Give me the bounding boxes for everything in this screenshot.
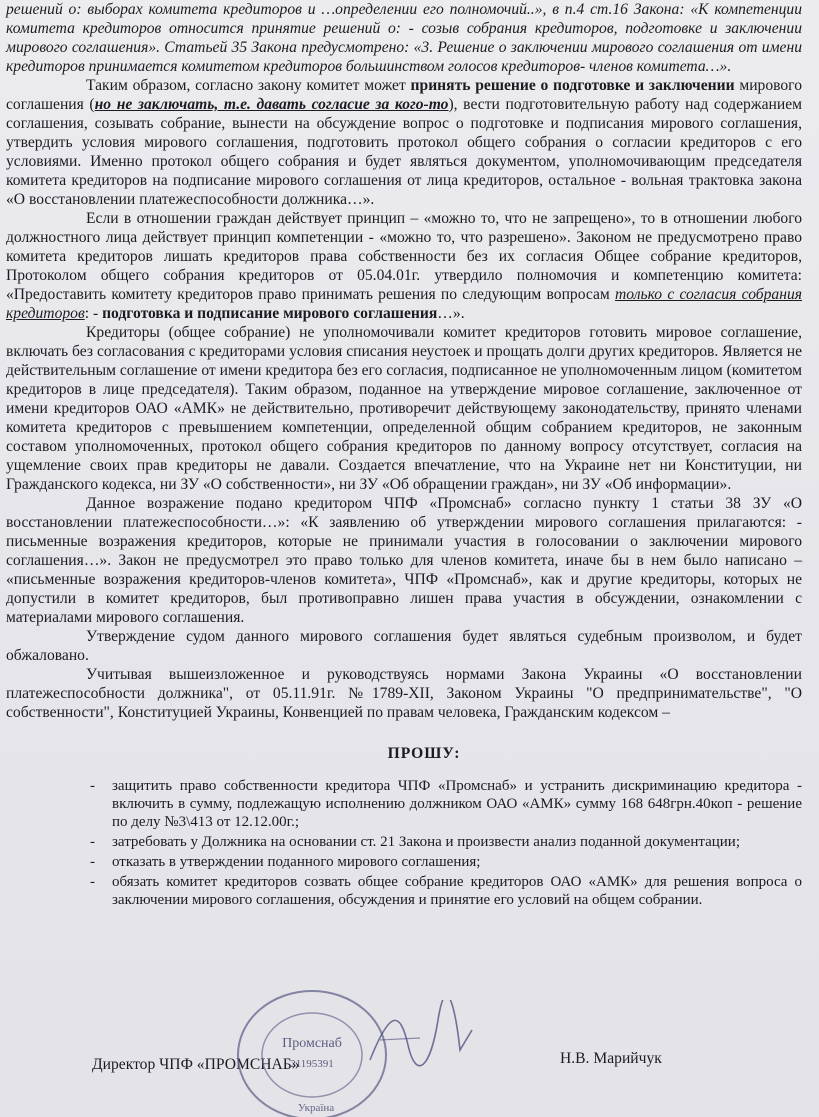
stamp-text: Промснаб bbox=[282, 1036, 342, 1051]
director-title: Директор ЧПФ «ПРОМСНАБ» bbox=[92, 1056, 300, 1073]
text-span: ), вести подготовительную работу над содержанием соглашения, созывать собрание, вынести на обсуждение вопрос о подготовке и подписания мирового соглашения, утвердить условия мирового соглашения, подготовить протокол общего собрания о согласии кредиторов с его условиями. Именно протокол общего собрания и будет являться документом, уполномочивающим председателя комитета кредиторов на подписание мирового соглашения от лица кредиторов, остальное - вольная трактовка закона «О восстановлении платежеспособности должника…». bbox=[6, 96, 802, 208]
stamp-code: 21195391 bbox=[290, 1058, 334, 1070]
text-span: мирового соглашения ( bbox=[6, 77, 802, 113]
paragraph-5: Утверждение судом данного мирового соглашения будет являться судебным произволом, и будет обжаловано. bbox=[6, 628, 802, 664]
emphasis-span: только с согласия собрания кредиторов bbox=[6, 286, 802, 322]
text-span: Если в отношении граждан действует принцип – «можно то, что не запрещено», то в отношении любого должностного лица действует принцип компетенции - «можно то, что разрешено». Законом не предусмотрено право комитета кредиторов лишать кредиторов права собственности без их согласия Общее собрание кредиторов, Протоколом общего собрания кредиторов от 05.04.01г. утвердило полномочия и компетенцию комитета: «Предоставить комитету кредиторов право принимать решения по следующим вопросам bbox=[6, 210, 802, 303]
bold-span: подготовка и подписание мирового соглашения bbox=[102, 305, 438, 322]
paragraph-6: Учитывая вышеизложенное и руководствуясь нормами Закона Украины «О восстановлении платежеспособности должника", от 05.11.91г. №1789-XII, Законом Украины "О предпринимательстве", "О собственности", Конституцией Украины, Конвенцией по правам человека, Гражданским кодексом – bbox=[6, 666, 802, 721]
paragraph-0: решений о: выборах комитета кредиторов и …определении его полномочий..», в п.4 ст.16 Закона: «К компетенции комитета кредиторов относится принятие решений о: - созыв собрания кредиторов, подготовке и заключении мирового соглашения». Статьей 35 Закона предусмотрено: «3. Решение о заключении мирового соглашения от имени кредиторов принимается комитетом кредиторов большинством голосов кредиторов- членов комитета…». bbox=[6, 1, 802, 75]
list-item: - отказать в утверждении поданного мирового соглашения; bbox=[112, 853, 802, 871]
list-item: - обязать комитет кредиторов созвать общее собрание кредиторов ОАО «АМК» для решения вопроса о заключении мирового соглашения, обсуждения и принятие его условий на общем собрании. bbox=[112, 873, 802, 909]
paragraph-3: Кредиторы (общее собрание) не уполномочивали комитет кредиторов готовить мировое соглашение, включать без согласования с кредиторами условия списания неустоек и прощать долги других кредиторов. Является не действительным соглашение от имени кредитора без его согласия, подписанное не уполномоченным лицом (комитетом кредиторов в лице председателя). Таким образом, поданное на утверждение мировое соглашение, заключенное от имени кредиторов ОАО «АМК» не действительно, противоречит действующему законодательству, принято членами комитета кредиторов с превышением компетенции, определенной общим собранием кредиторов, не законным составом уполномоченных, протокол общего собрания кредиторов по данному вопросу отсутствует, согласия на ущемление своих прав кредиторы не давали. Создается впечатление, что на Украине нет ни Конституции, ни Гражданского кодекса, ни ЗУ «О собственности», ни ЗУ «Об обращении граждан», ни ЗУ «Об информации». bbox=[6, 324, 802, 493]
handwritten-signature-icon bbox=[360, 1000, 480, 1080]
signatory-name: Н.В. Марийчук bbox=[560, 1050, 662, 1067]
emphasis-span: но не заключать, т.е. давать согласие за кого-то bbox=[94, 96, 449, 113]
text-span: …». bbox=[437, 305, 465, 322]
paragraph-1 bbox=[6, 76, 802, 209]
stamp-country: Україна bbox=[297, 1102, 335, 1114]
list-item: - защитить право собственности кредитора ЧПФ «Промснаб» и устранить дискриминацию кредитора - включить в сумму, подлежащую исполнению должником ОАО «АМК» сумму 168 648грн.40коп - решение по делу №3\413 от 12.12.00г.; bbox=[112, 777, 802, 831]
paragraph-4: Данное возражение подано кредитором ЧПФ «Промснаб» согласно пункту 1 статьи 38 ЗУ «О восстановлении платежеспособности…»: «К заявлению об утверждении мирового соглашения прилагаются: - письменные возражения кредиторов, которые не принимали участия в голосовании о заключении мирового соглашения…». Закон не предусмотрел это право только для членов комитета, иначе бы в нем было написано – «письменные возражения кредиторов-членов комитета», ЧПФ «Промснаб», как и другие кредиторы, которых не допустили в комитет кредиторов, был противоправно лишен права участия в обсуждении, ознакомлении с материалами мирового соглашения. bbox=[6, 495, 802, 626]
request-heading: ПРОШУ: bbox=[387, 745, 461, 762]
request-list bbox=[6, 777, 802, 909]
text-span: Таким образом, согласно закону комитет может bbox=[86, 77, 411, 94]
list-item: - затребовать у Должника на основании ст. 21 Закона и произвести анализ поданной документации; bbox=[112, 833, 802, 851]
document-body bbox=[6, 0, 802, 911]
paragraph-2 bbox=[6, 209, 802, 323]
bold-span: принять решение о подготовке и заключении bbox=[410, 77, 735, 94]
text-span: : - bbox=[84, 305, 103, 322]
